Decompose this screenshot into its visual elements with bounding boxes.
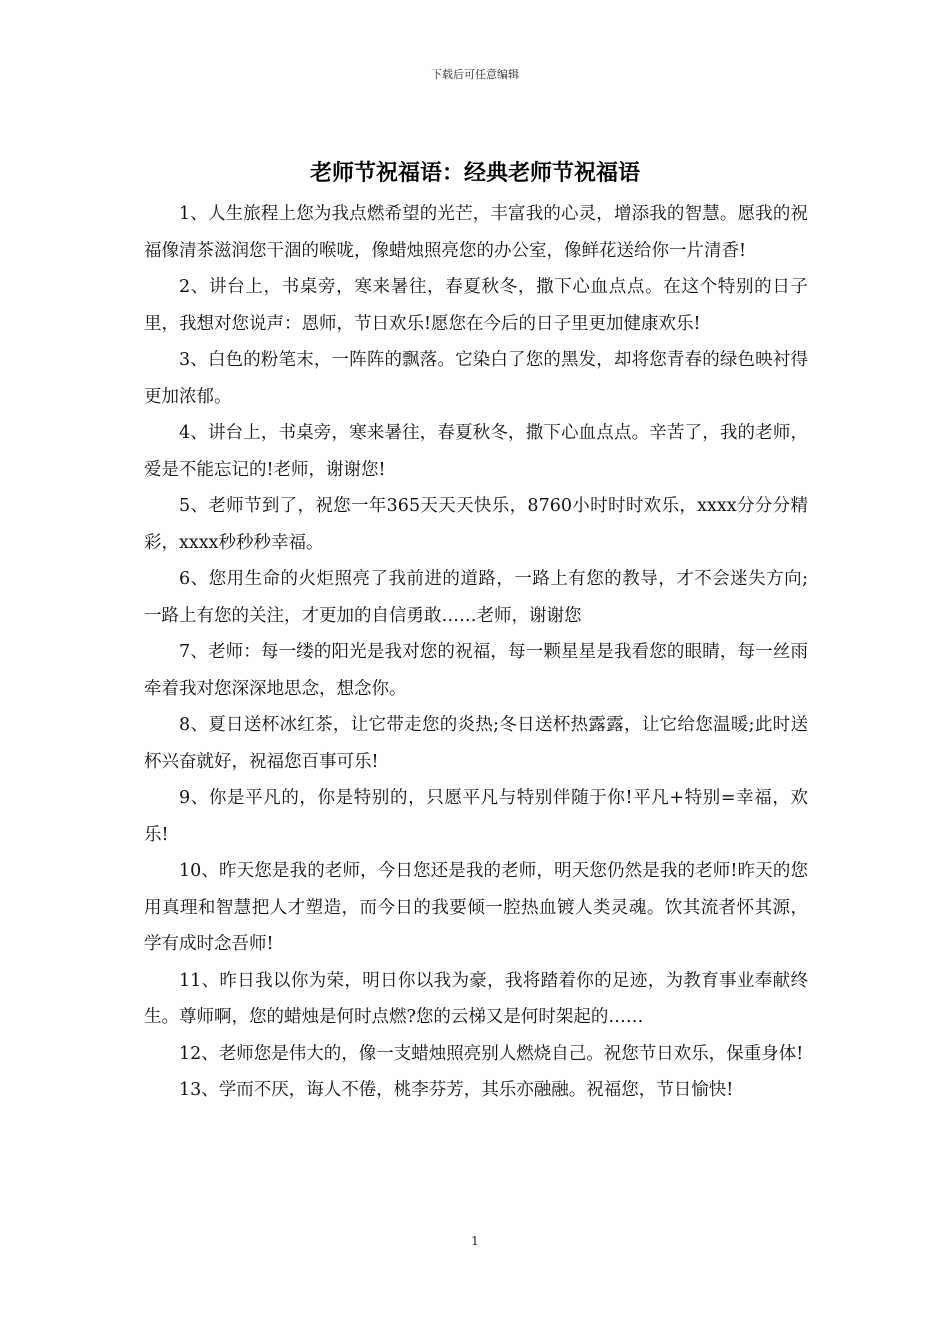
paragraph-11: 11、昨日我以你为荣，明日你以我为豪，我将踏着你的足迹，为教育事业奉献终生。尊师啊，您的蜡烛是何时点燃?您的云梯又是何时架起的…… [144,970,808,1027]
paragraph-9: 9、你是平凡的，你是特别的，只愿平凡与特别伴随于你!平凡+特别=幸福，欢乐! [144,788,808,845]
paragraph-3: 3、白色的粉笔末，一阵阵的飘落。它染白了您的黑发，却将您青春的绿色映衬得更加浓郁。 [144,350,808,407]
paragraph-5: 5、老师节到了，祝您一年365天天天快乐，8760小时时时欢乐，xxxx分分分精彩，xxxx秒秒秒幸福。 [144,496,808,553]
paragraph-8: 8、夏日送杯冰红茶，让它带走您的炎热;冬日送杯热露露，让它给您温暖;此时送杯兴奋就好，祝福您百事可乐! [144,715,808,772]
paragraph-12: 12、老师您是伟大的，像一支蜡烛照亮别人燃烧自己。祝您节日欢乐，保重身体! [179,1043,804,1064]
page-title: 老师节祝福语：经典老师节祝福语 [309,160,640,186]
paragraph-6: 6、您用生命的火炬照亮了我前进的道路，一路上有您的教导，才不会迷失方向;一路上有您的关注，才更加的自信勇敢……老师，谢谢您 [144,569,808,626]
paragraph-13: 13、学而不厌，诲人不倦，桃李芬芳，其乐亦融融。祝福您，节日愉快! [179,1080,734,1100]
paragraph-7: 7、老师：每一缕的阳光是我对您的祝福，每一颗星星是我看您的眼睛，每一丝雨牵着我对您深深地思念，想念你。 [144,642,808,699]
paragraph-2: 2、讲台上，书桌旁，寒来暑往，春夏秋冬，撒下心血点点。在这个特别的日子里，我想对您说声：恩师，节日欢乐!愿您在今后的日子里更加健康欢乐! [144,277,808,334]
paragraph-4: 4、讲台上，书桌旁，寒来暑往，春夏秋冬，撒下心血点点。辛苦了，我的老师，爱是不能忘记的!老师，谢谢您! [144,423,808,480]
paragraph-10: 10、昨天您是我的老师，今日您还是我的老师，明天您仍然是我的老师!昨天的您用真理和智慧把人才塑造，而今日的我要倾一腔热血镀人类灵魂。饮其流者怀其源，学有成时念吾师! [144,861,808,954]
page-number: 1 [471,1234,479,1248]
paragraph-1: 1、人生旅程上您为我点燃希望的光芒，丰富我的心灵，增添我的智慧。愿我的祝福像清茶滋润您干涸的喉咙，像蜡烛照亮您的办公室，像鲜花送给你一片清香! [144,204,808,261]
page-header-note: 下载后可任意编辑 [431,68,519,81]
document-body [144,196,808,1109]
